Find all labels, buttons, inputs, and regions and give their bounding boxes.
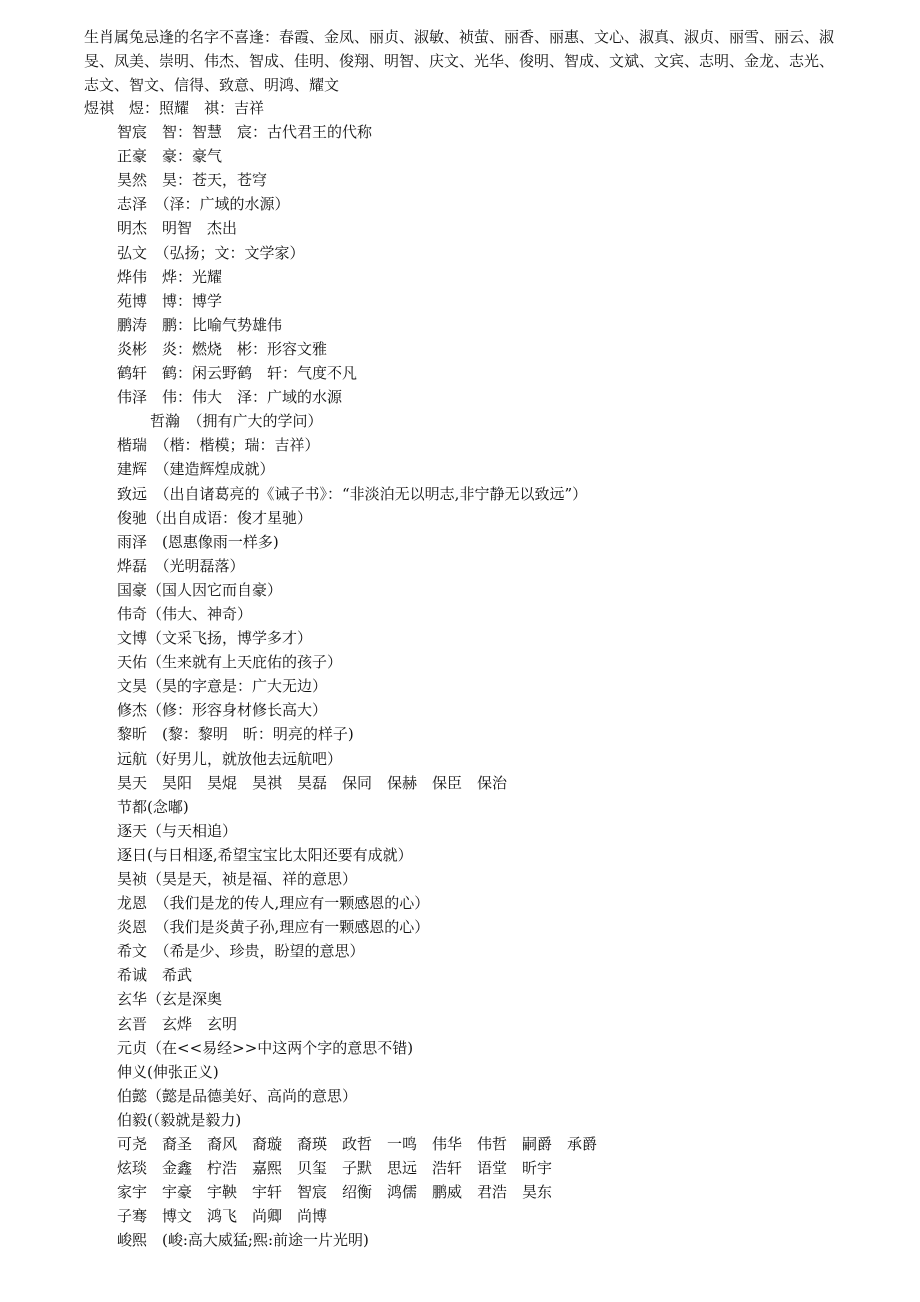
name-entry: 节都(念嘟)	[117, 797, 189, 816]
name-entry: 炎彬 炎：燃烧 彬：形容文雅	[117, 339, 328, 358]
name-entry: 家宇 宇豪 宇鞅 宇轩 智宸 绍衡 鸿儒 鹏威 君浩 昊东	[117, 1183, 553, 1202]
name-entry: 希诚 希武	[117, 966, 193, 985]
name-entry: 煜祺 煜：照耀 祺：吉祥	[84, 99, 265, 117]
name-entry: 烨磊 （光明磊落）	[117, 556, 245, 575]
name-entry: 逐日(与日相逐,希望宝宝比太阳还要有成就）	[117, 845, 413, 864]
name-entry: 弘文 （弘扬；文：文学家）	[117, 243, 305, 262]
name-entry: 伟泽 伟：伟大 泽：广域的水源	[117, 388, 343, 407]
name-entry: 建辉 （建造辉煌成就）	[117, 460, 275, 479]
name-entry: 元贞（在<<易经>>中这两个字的意思不错)	[117, 1038, 414, 1057]
name-entry: 子骞 博文 鸿飞 尚卿 尚博	[117, 1207, 328, 1226]
name-entry: 玄华（玄是深奥	[117, 990, 223, 1009]
name-entry: 昊祯（昊是天，祯是福、祥的意思）	[117, 870, 358, 888]
name-entry: 逐天（与天相追）	[117, 821, 238, 840]
name-entry: 昊然 昊：苍天，苍穹	[117, 171, 268, 190]
intro-paragraph: 生肖属兔忌逢的名字不喜逢：春霞、金凤、丽贞、淑敏、祯萤、丽香、丽惠、文心、淑真、淑贞、丽雪、丽云、淑旻、凤美、崇明、伟杰、智成、佳明、俊翔、明智、庆文、光华、俊明、智成、文斌、文宾、志明、金龙、志光、志文、智文、信得、致意、明鸿、耀文	[84, 28, 835, 94]
name-entry: 苑博 博：博学	[117, 291, 223, 310]
name-entry: 龙恩 （我们是龙的传人,理应有一颗感恩的心）	[117, 894, 430, 913]
name-entry: 致远 （出自诸葛亮的《诫子书》：“非淡泊无以明志,非宁静无以致远”）	[117, 484, 588, 503]
name-entry: 烨伟 烨：光耀	[117, 267, 223, 286]
name-entry: 明杰 明智 杰出	[117, 219, 238, 238]
name-entry: 鹏涛 鹏：比喻气势雄伟	[117, 315, 283, 334]
name-entry: 国豪（国人因它而自豪）	[117, 580, 283, 599]
name-entry: 俊驰（出自成语：俊才星驰）	[117, 508, 313, 527]
name-entry: 伸义(伸张正义)	[117, 1062, 219, 1081]
name-entry: 黎昕 (黎：黎明 昕：明亮的样子)	[117, 725, 354, 744]
name-entry: 文博（文采飞扬，博学多才）	[117, 629, 313, 648]
name-entry: 楷瑞 （楷：楷模；瑞：吉祥）	[117, 436, 320, 455]
name-entry: 正豪 豪：豪气	[117, 147, 223, 166]
name-entry: 炎恩 （我们是炎黄子孙,理应有一颗感恩的心）	[117, 918, 430, 937]
name-entry: 炫琰 金鑫 柠浩 嘉熙 贝玺 子默 思远 浩轩 语堂 昕宇	[117, 1159, 553, 1178]
name-entry: 志泽 （泽：广域的水源）	[117, 195, 290, 214]
name-entry: 远航（好男儿，就放他去远航吧）	[117, 749, 343, 768]
name-entry: 昊天 昊阳 昊焜 昊祺 昊磊 保同 保赫 保臣 保治	[117, 773, 508, 792]
name-entry: 可尧 裔圣 裔风 裔璇 裔瑛 政哲 一鸣 伟华 伟哲 嗣爵 承爵	[117, 1135, 598, 1154]
name-entry: 鹤轩 鹤：闲云野鹤 轩：气度不凡	[117, 364, 358, 383]
name-entry: 峻熙 (峻:高大威猛;熙:前途一片光明)	[117, 1231, 369, 1250]
name-entry: 希文 （希是少、珍贵，盼望的意思）	[117, 942, 365, 961]
name-entry: 伯毅(（毅就是毅力)	[117, 1110, 242, 1129]
name-list	[0, 96, 920, 1253]
name-entry: 天佑（生来就有上天庇佑的孩子）	[117, 653, 343, 672]
name-entry: 智宸 智：智慧 宸：古代君王的代称	[117, 123, 373, 142]
name-entry: 伟奇（伟大、神奇）	[117, 604, 253, 623]
name-entry: 雨泽 (恩惠像雨一样多)	[117, 532, 279, 551]
name-entry: 玄晋 玄烨 玄明	[117, 1014, 238, 1033]
name-entry: 修杰（修：形容身材修长高大）	[117, 701, 328, 720]
name-entry: 伯懿（懿是品德美好、高尚的意思）	[117, 1086, 358, 1105]
name-entry: 哲瀚 （拥有广大的学问）	[150, 412, 323, 431]
name-entry: 文昊（昊的字意是：广大无边）	[117, 677, 328, 696]
